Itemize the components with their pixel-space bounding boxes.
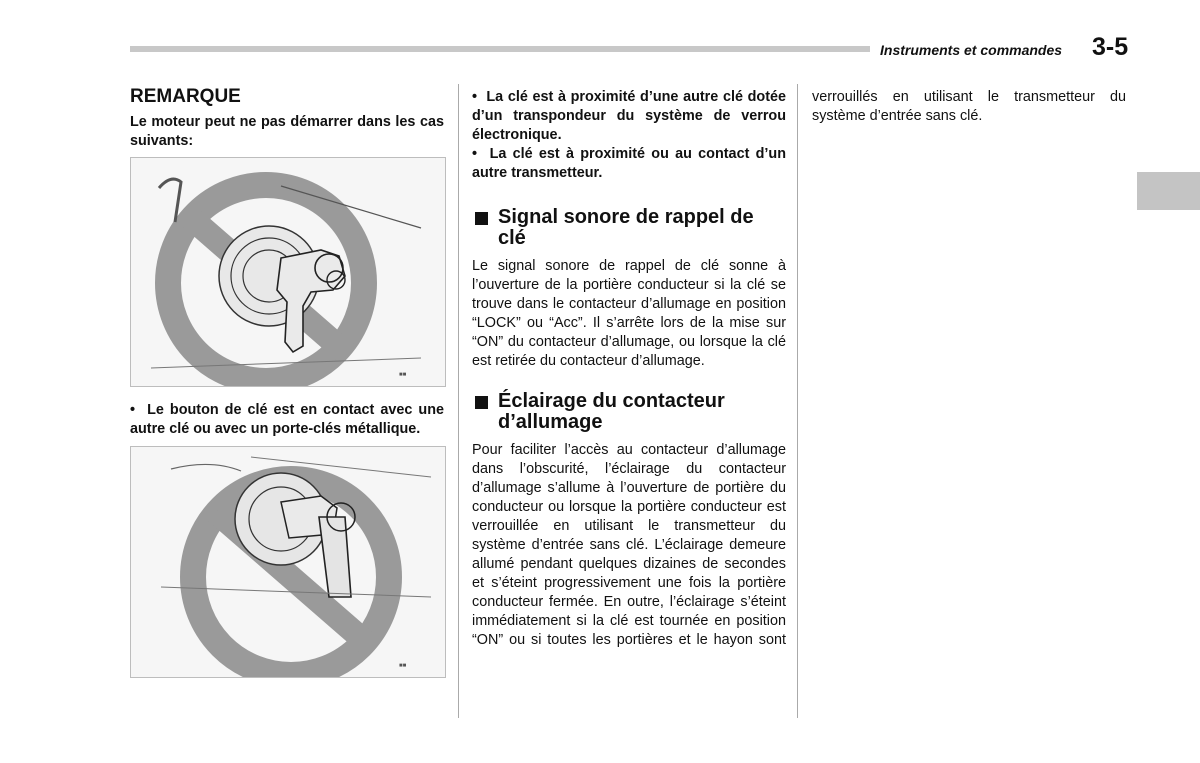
bullet-transponder-text: La clé est à proximité d’une autre clé dotée d’un transpondeur du système de verrou électronique. [472, 89, 786, 143]
svg-text:■■: ■■ [399, 663, 407, 669]
section-heading-ignition-light-text: Éclairage du contacteur d’allumage [498, 390, 725, 433]
page-number: 3-5 [1092, 33, 1129, 61]
section-title: Instruments et commandes [880, 42, 1063, 58]
section-square-icon [475, 396, 488, 409]
bullet-icon: • [472, 89, 478, 105]
bullet-transponder [472, 88, 786, 145]
column-1 [130, 86, 444, 678]
bullet-icon: • [472, 146, 478, 162]
bullet-key-contact [130, 401, 444, 439]
column-divider-right [797, 84, 798, 718]
ignition-light-continuation: verrouillés en utilisant le transmetteur du système d’entrée sans clé. [812, 89, 1126, 124]
header-rule [130, 46, 870, 52]
section-heading-key-reminder [472, 207, 786, 249]
svg-text:■■: ■■ [399, 372, 407, 378]
key-reminder-body: Le signal sonore de rappel de clé sonne à l’ouverture de la portière conducteur si la clé se trouve dans le contacteur d’allumage en position “LOCK” ou “Acc”. Il s’arrête lors de la mise sur “ON” du contacteur d’allumage, ou lorsque la clé est retirée du contacteur d’allumage. [472, 258, 786, 369]
remarque-intro: Le moteur peut ne pas démarrer dans les cas suivants: [130, 114, 444, 149]
column-3 [812, 88, 1126, 126]
bullet-transmitter [472, 145, 786, 183]
section-heading-ignition-light [472, 391, 786, 433]
section-square-icon [475, 212, 488, 225]
key-ring-illustration-2 [130, 446, 446, 678]
key-ring-drawing-1 [131, 158, 445, 386]
bullet-transmitter-text: La clé est à proximité ou au contact d’un autre transmetteur. [472, 146, 786, 181]
key-ring-drawing-2 [131, 447, 445, 677]
remarque-heading: REMARQUE [130, 86, 241, 107]
column-divider-left [458, 84, 459, 718]
ignition-light-body: Pour faciliter l’accès au contacteur d’allumage dans l’obscurité, l’éclairage du contacteur d’allumage s’allume à l’ouverture de portière du conducteur ou lorsque la portière conducteur est verrouillée en utilisant le transmetteur du système d’entrée sans clé. L’éclairage demeure allumé pendant quelques dizaines de secondes et s’éteint progressivement une fois la portière conducteur fermée. En outre, l’éclairage s’éteint immédiatement si la clé est tournée en position “ON” ou si toutes les portières et le hayon sont [472, 442, 786, 648]
chapter-tab [1137, 172, 1200, 210]
key-ring-illustration-1 [130, 157, 446, 387]
section-heading-key-reminder-text: Signal sonore de rappel de clé [498, 206, 754, 249]
bullet-icon: • [130, 402, 136, 418]
bullet-key-contact-text: Le bouton de clé est en contact avec une autre clé ou avec un porte-clés métallique. [130, 402, 444, 437]
column-2 [472, 88, 786, 650]
